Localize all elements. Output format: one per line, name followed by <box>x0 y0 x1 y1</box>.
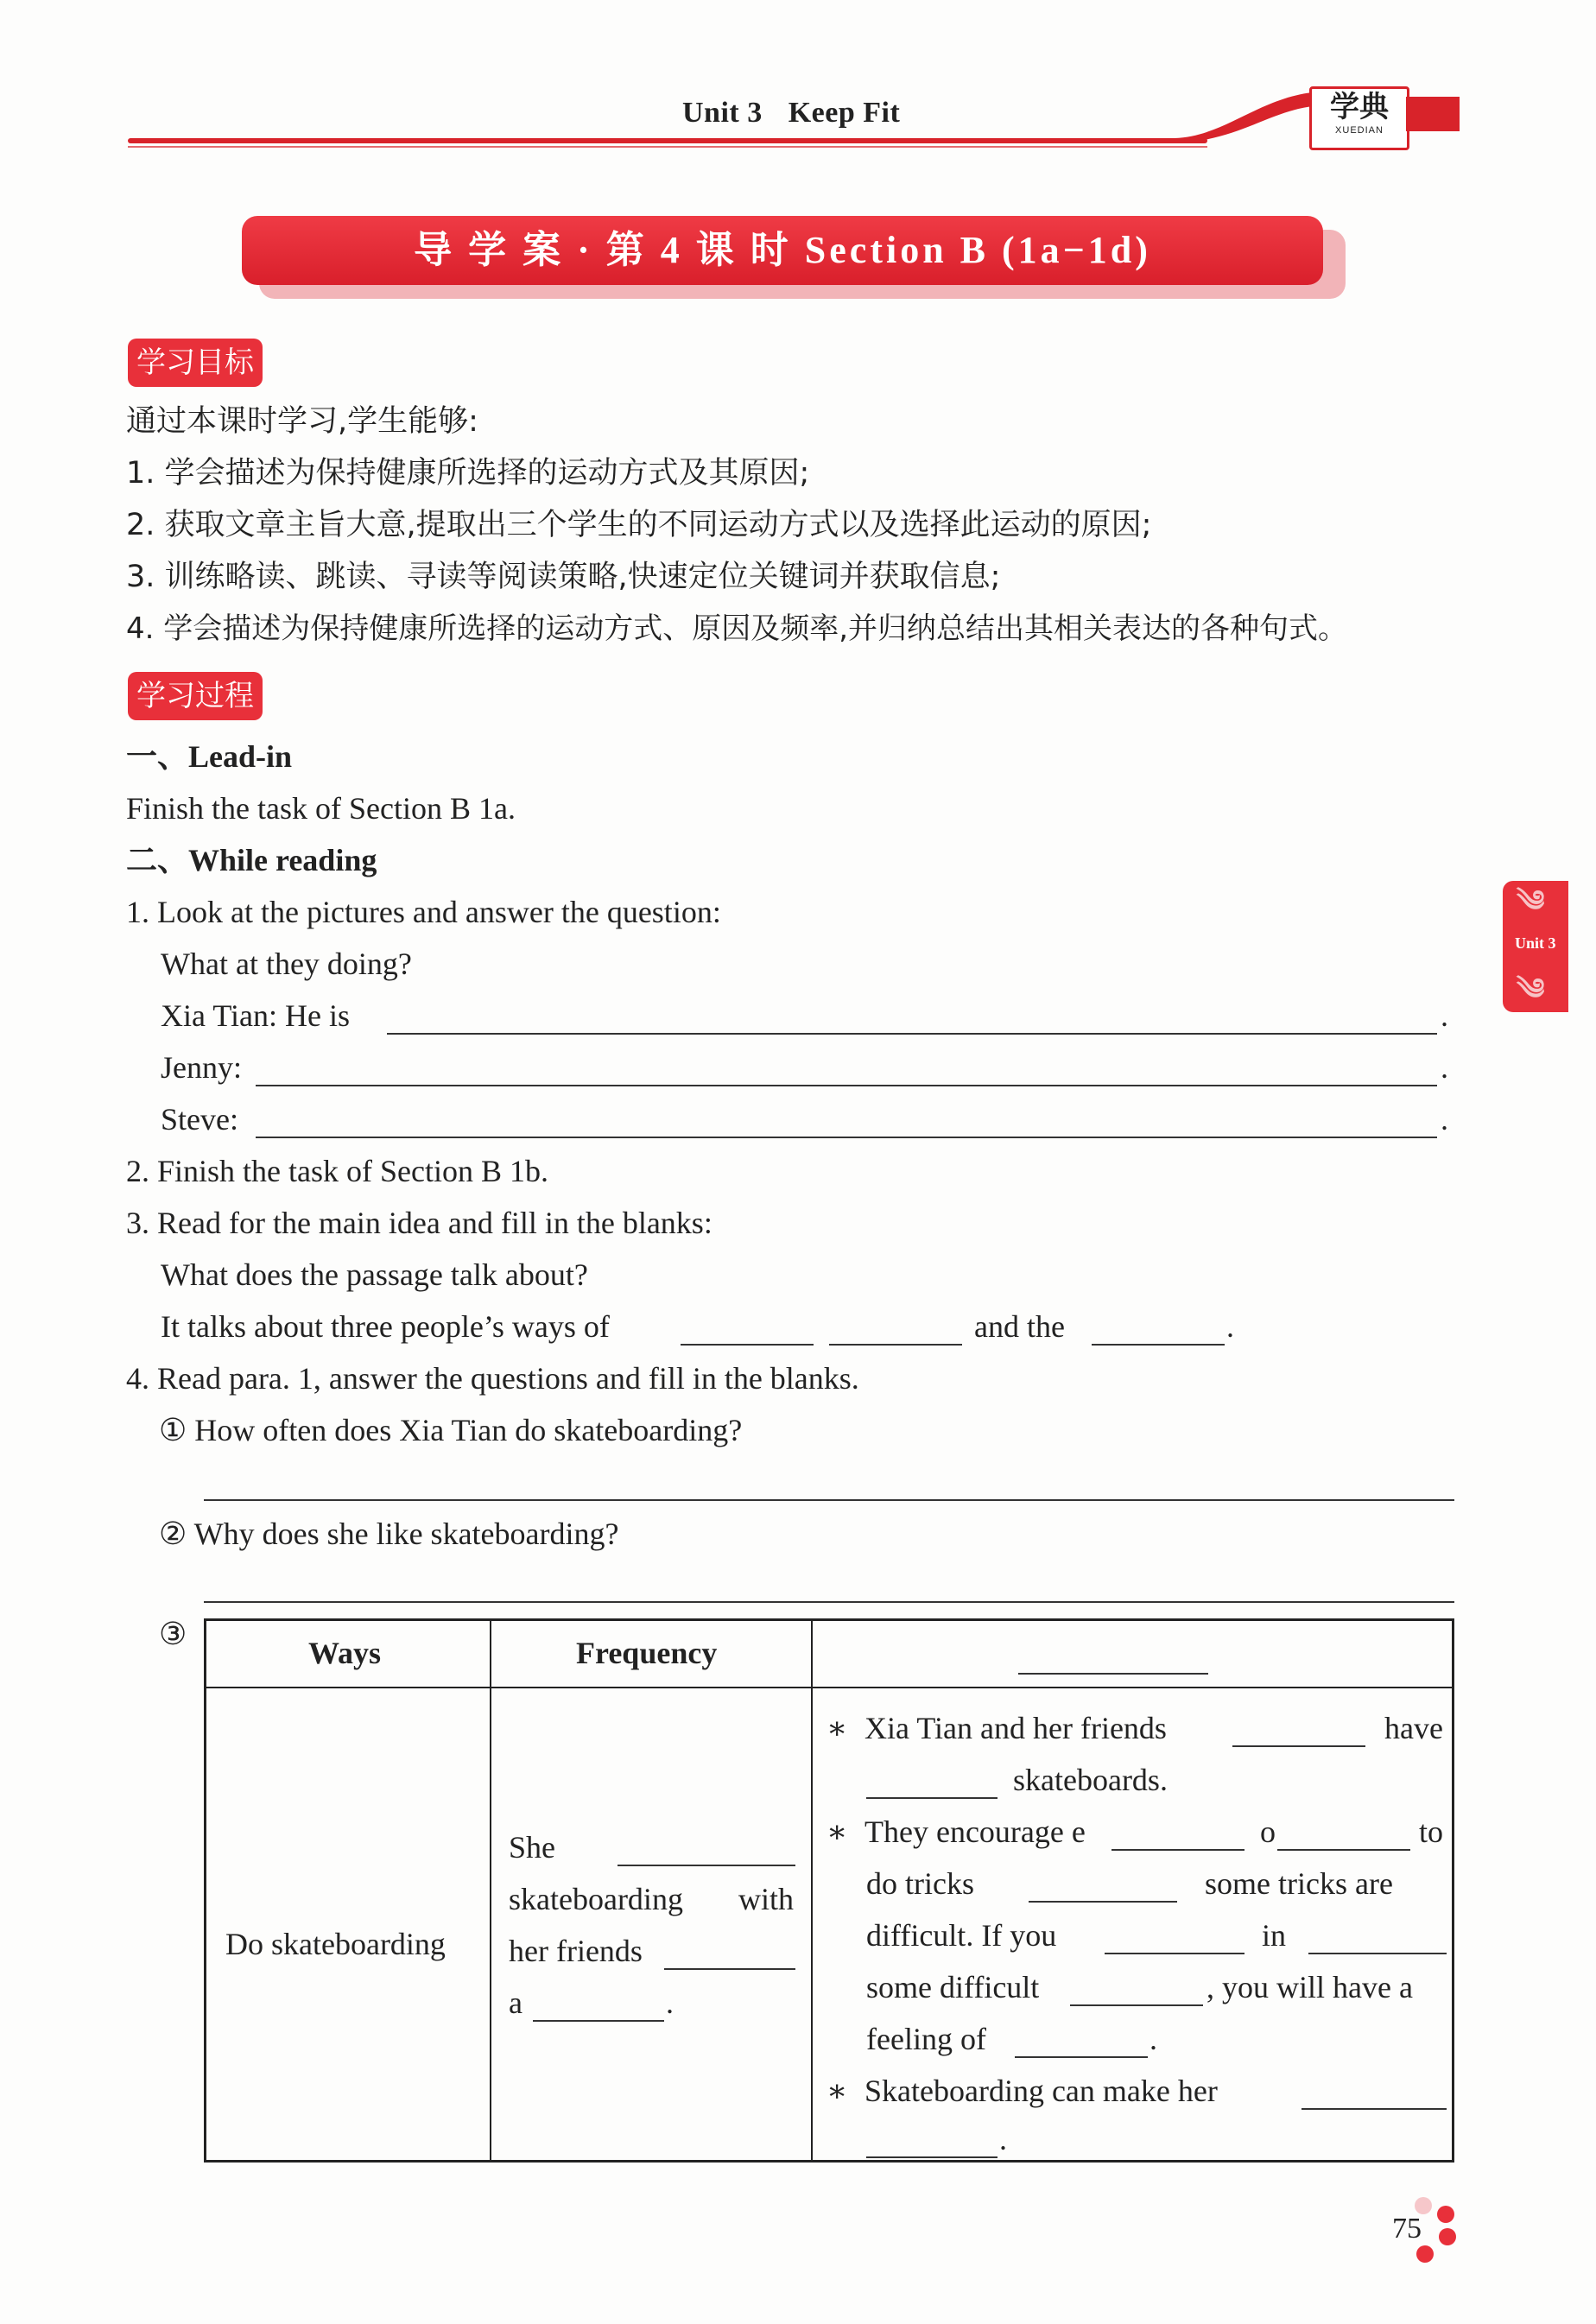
reason-1a: Xia Tian and her friends <box>864 1711 1167 1745</box>
logo-cn: 学典 <box>1330 92 1389 123</box>
bullet-star: ∗ <box>826 1814 848 1849</box>
answer-blank[interactable] <box>1029 1901 1177 1903</box>
page-number: 75 <box>1392 2213 1422 2245</box>
question-4: 4. Read para. 1, answer the questions and fill in the blanks. <box>126 1361 859 1396</box>
header-title <box>682 97 900 130</box>
question-4-3-marker: ③ <box>159 1617 187 1651</box>
answer-blank[interactable] <box>256 1085 1437 1086</box>
question-3: 3. Read for the main idea and fill in the blanks: <box>126 1206 712 1240</box>
period: . <box>1441 1050 1448 1085</box>
header-unit: Unit 3 <box>682 97 763 129</box>
question-3-sentence: It talks about three people’s ways of <box>161 1309 610 1344</box>
question-2: 2. Finish the task of Section B 1b. <box>126 1154 548 1188</box>
publisher-logo <box>1309 86 1409 150</box>
header-ways: Ways <box>308 1636 382 1670</box>
header-topic: Keep Fit <box>788 97 901 129</box>
period: . <box>1441 1102 1448 1137</box>
answer-blank[interactable] <box>829 1344 962 1346</box>
period: . <box>666 1985 674 2020</box>
cell-way: Do skateboarding <box>225 1927 446 1961</box>
jenny-label: Jenny: <box>161 1050 242 1085</box>
question-3-sub: What does the passage talk about? <box>161 1257 588 1292</box>
period: . <box>1150 2022 1157 2056</box>
answer-blank[interactable] <box>1302 2108 1447 2110</box>
reason-2d: do tricks <box>866 1866 974 1901</box>
period: . <box>999 2122 1007 2156</box>
question-1-sub: What at they doing? <box>161 947 412 981</box>
swirl-icon: ༄ <box>1517 974 1545 1006</box>
answer-blank[interactable] <box>866 1797 998 1799</box>
answer-blank[interactable] <box>618 1865 795 1866</box>
freq-a: a <box>509 1985 522 2020</box>
answer-blank[interactable] <box>866 2156 998 2158</box>
logo-en: XUEDIAN <box>1335 125 1384 136</box>
answer-blank[interactable] <box>664 1968 795 1970</box>
header-red-bar <box>1406 97 1460 131</box>
freq-with: with <box>738 1882 795 1916</box>
goals-intro: 通过本课时学习,学生能够: <box>126 404 478 439</box>
answer-blank[interactable] <box>1070 2004 1203 2006</box>
lead-in-heading: 一、Lead-in <box>126 739 293 774</box>
answer-blank[interactable] <box>1105 1953 1244 1954</box>
section-tag-goals: 学习目标 <box>128 339 263 387</box>
answer-blank[interactable] <box>533 2020 664 2022</box>
lesson-banner: 导 学 案 · 第 4 课 时 Section B (1a−1d) <box>242 216 1323 285</box>
reason-2h: some difficult <box>866 1970 1040 2004</box>
answer-line[interactable] <box>204 1601 1454 1603</box>
xia-tian-label: Xia Tian: He is <box>161 998 351 1033</box>
lead-in-text: Finish the task of Section B 1a. <box>126 791 516 826</box>
header-rule-thin <box>128 146 1207 148</box>
bullet-star: ∗ <box>826 1711 848 1745</box>
question-4-1: ① How often does Xia Tian do skateboarding? <box>159 1413 743 1447</box>
decor-dot <box>1416 2245 1434 2263</box>
question-4-2: ② Why does she like skateboarding? <box>159 1517 619 1551</box>
answer-blank[interactable] <box>1092 1344 1225 1346</box>
reason-2i: , you will have a <box>1206 1970 1413 2004</box>
reason-3a: Skateboarding can make her <box>864 2074 1218 2108</box>
decor-dot <box>1415 2197 1432 2214</box>
header-frequency: Frequency <box>576 1636 718 1670</box>
swirl-icon: ༄ <box>1517 886 1545 918</box>
question-3-and-the: and the <box>974 1309 1065 1344</box>
section-tag-process: 学习过程 <box>128 672 263 720</box>
goal-item: 4. 学会描述为保持健康所选择的运动方式、原因及频率,并归纳总结出其相关表达的各种句式。 <box>126 611 1348 646</box>
bullet-star: ∗ <box>826 2074 848 2108</box>
reason-2a: They encourage e <box>864 1814 1086 1849</box>
skateboarding-table <box>204 1618 1454 2163</box>
freq-her-friends: her friends <box>509 1934 643 1968</box>
side-tab-label: Unit 3 <box>1515 934 1556 952</box>
answer-blank[interactable] <box>681 1344 814 1346</box>
question-1: 1. Look at the pictures and answer the question: <box>126 895 721 929</box>
period: . <box>1441 998 1448 1033</box>
goal-item: 3. 训练略读、跳读、寻读等阅读策略,快速定位关键词并获取信息; <box>126 560 1001 594</box>
reason-2j: feeling of <box>866 2022 986 2056</box>
freq-skateboarding: skateboarding <box>509 1882 683 1916</box>
while-reading-heading: 二、While reading <box>126 843 377 877</box>
answer-blank[interactable] <box>1308 1953 1447 1954</box>
reason-2g: in <box>1262 1918 1287 1953</box>
decor-dot <box>1437 2206 1454 2223</box>
reason-1b: have <box>1384 1711 1443 1745</box>
answer-line[interactable] <box>204 1499 1454 1501</box>
reason-2e: some tricks are <box>1205 1866 1393 1901</box>
answer-blank[interactable] <box>1015 2056 1148 2058</box>
answer-blank[interactable] <box>1277 1849 1410 1851</box>
answer-blank[interactable] <box>256 1137 1437 1138</box>
freq-she: She <box>509 1830 555 1865</box>
goal-item: 2. 获取文章主旨大意,提取出三个学生的不同运动方式以及选择此运动的原因; <box>126 508 1152 542</box>
side-unit-tab <box>1503 881 1568 1012</box>
table-divider <box>811 1621 813 2160</box>
decor-dot <box>1439 2228 1456 2245</box>
reason-1c: skateboards. <box>1013 1763 1168 1797</box>
table-header-rule <box>206 1687 1452 1688</box>
reason-2c: to <box>1419 1814 1444 1849</box>
answer-blank[interactable] <box>387 1033 1437 1035</box>
answer-blank[interactable] <box>1232 1745 1365 1747</box>
goal-item: 1. 学会描述为保持健康所选择的运动方式及其原因; <box>126 456 810 491</box>
steve-label: Steve: <box>161 1102 238 1137</box>
header-rule <box>128 138 1207 143</box>
table-divider <box>490 1621 491 2160</box>
answer-blank[interactable] <box>1112 1849 1244 1851</box>
reason-2b: o <box>1260 1814 1276 1849</box>
period: . <box>1226 1309 1234 1344</box>
reason-2f: difficult. If you <box>866 1918 1057 1953</box>
header-blank[interactable] <box>1018 1673 1208 1675</box>
